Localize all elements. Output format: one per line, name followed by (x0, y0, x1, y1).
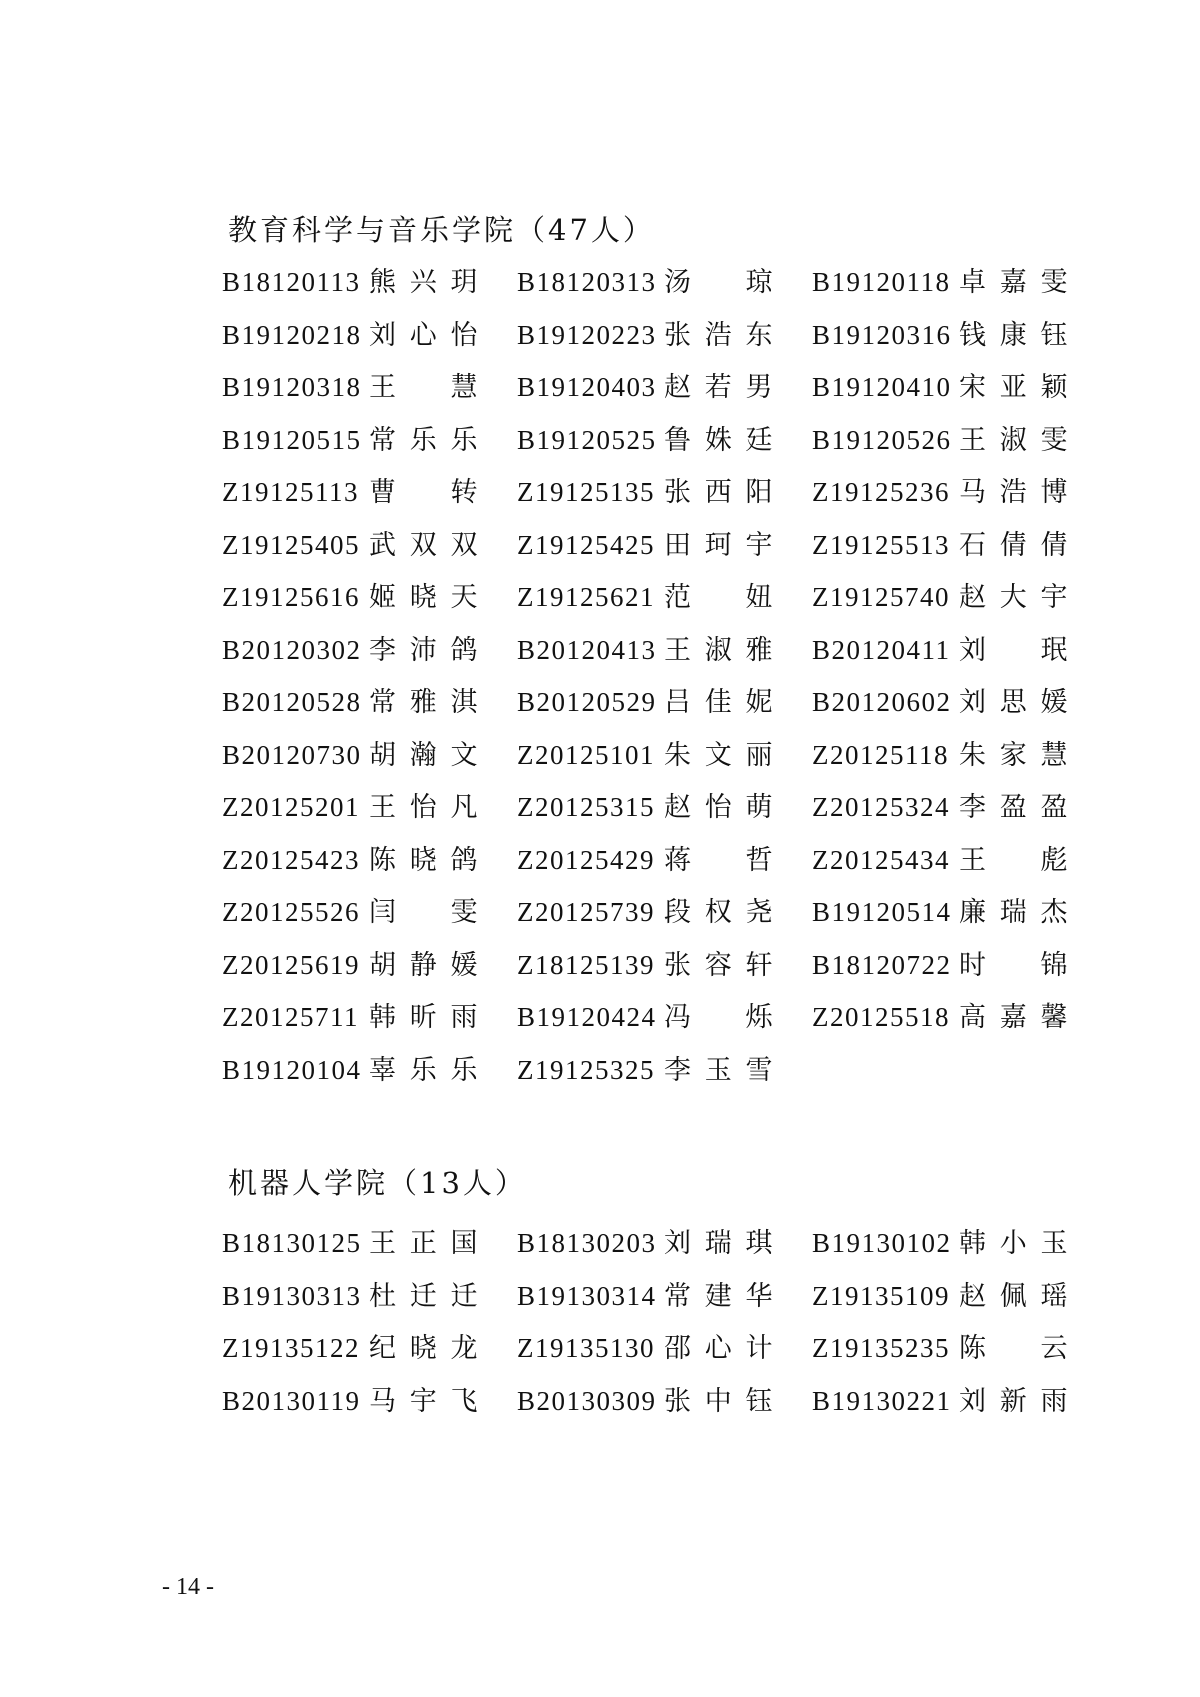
student-id: B19120403 (517, 372, 657, 402)
student-name: 张容轩 (664, 949, 774, 981)
student-id: Z20125739 (517, 897, 655, 927)
student-name: 吕佳妮 (664, 687, 774, 718)
student-name: 韩昕雨 (369, 1002, 479, 1033)
student-name: 高嘉馨 (959, 1002, 1069, 1033)
student-id: B19120118 (812, 267, 951, 297)
student-entry (812, 892, 1102, 933)
student-name: 朱家慧 (959, 739, 1069, 771)
student-entry (222, 840, 512, 881)
student-entry (517, 420, 807, 461)
student-entry (812, 315, 1102, 356)
student-entry (812, 262, 1102, 303)
student-id: Z19135130 (517, 1333, 655, 1363)
student-name: 时锦 (959, 949, 1069, 981)
student-name: 朱文丽 (664, 739, 774, 771)
student-entry (222, 735, 512, 776)
student-entry (517, 315, 807, 356)
student-id: Z18125139 (517, 949, 655, 980)
student-entry (517, 840, 807, 881)
student-id: B20120602 (812, 687, 952, 717)
student-id: Z19125236 (812, 477, 950, 507)
student-id: B19120515 (222, 424, 362, 455)
student-name: 王正国 (369, 1228, 479, 1259)
student-name: 王淑雅 (664, 634, 774, 666)
student-name: 闫雯 (369, 897, 479, 928)
student-name: 胡瀚文 (369, 739, 479, 771)
student-name: 马宇飞 (369, 1385, 479, 1417)
student-name: 马浩博 (959, 477, 1069, 508)
student-id: B19120318 (222, 372, 362, 402)
student-id: B18120313 (517, 267, 657, 297)
student-name: 王淑雯 (959, 424, 1069, 456)
student-entry (812, 367, 1102, 408)
student-entry (517, 1223, 807, 1264)
student-id: Z19125425 (517, 529, 655, 560)
student-id: B19120316 (812, 319, 952, 350)
student-entry (222, 682, 512, 723)
student-entry (517, 367, 807, 408)
student-entry (222, 1328, 512, 1369)
student-name: 赵若男 (664, 372, 774, 403)
student-name: 张中钰 (664, 1385, 774, 1417)
student-name: 宋亚颖 (959, 372, 1069, 403)
student-name: 张西阳 (664, 477, 774, 508)
student-name: 廉瑞杰 (959, 897, 1069, 928)
student-name: 段权尧 (664, 897, 774, 928)
student-id: B19120218 (222, 319, 362, 350)
student-id: B19130314 (517, 1280, 657, 1311)
student-name: 姬晓天 (369, 582, 479, 613)
student-entry (222, 1276, 512, 1317)
student-name: 汤琼 (664, 267, 774, 298)
student-id: B19120104 (222, 1054, 362, 1085)
student-entry (517, 1328, 807, 1369)
student-id: Z19135122 (222, 1333, 360, 1363)
student-entry (517, 682, 807, 723)
student-id: B20120528 (222, 687, 362, 717)
student-id: Z19125740 (812, 582, 950, 612)
student-entry (517, 892, 807, 933)
student-entry (812, 1223, 1102, 1264)
student-entry (517, 525, 807, 566)
student-entry (517, 945, 807, 986)
student-entry (222, 997, 512, 1038)
student-id: Z20125315 (517, 792, 655, 822)
student-id: B19120424 (517, 1002, 657, 1032)
student-id: B19130102 (812, 1228, 952, 1258)
student-name: 赵怡萌 (664, 792, 774, 823)
student-name: 陈晓鸽 (369, 844, 479, 876)
student-entry (222, 577, 512, 618)
student-entry (517, 1276, 807, 1317)
student-id: Z20125423 (222, 844, 360, 875)
student-id: B20120413 (517, 634, 657, 665)
student-entry (517, 630, 807, 671)
student-name: 常乐乐 (369, 424, 479, 456)
student-id: B20130119 (222, 1385, 361, 1416)
student-id: Z20125201 (222, 792, 360, 822)
student-entry (517, 262, 807, 303)
student-id: Z19125113 (222, 477, 359, 507)
student-entry (222, 892, 512, 933)
student-entry (812, 945, 1102, 986)
student-entry (812, 997, 1102, 1038)
student-id: Z19125616 (222, 582, 360, 612)
student-id: B20130309 (517, 1385, 657, 1416)
student-id: B19120223 (517, 319, 657, 350)
student-name: 常建华 (664, 1280, 774, 1312)
student-name: 王彪 (959, 844, 1069, 876)
student-entry (222, 525, 512, 566)
student-id: B19120526 (812, 424, 952, 455)
student-entry (222, 945, 512, 986)
student-name: 李盈盈 (959, 792, 1069, 823)
student-entry (222, 262, 512, 303)
student-entry (222, 630, 512, 671)
student-entry (812, 630, 1102, 671)
section-heading: 教育科学与音乐学院（47人） (228, 213, 655, 247)
student-name: 刘珉 (959, 634, 1069, 666)
student-name: 刘新雨 (959, 1385, 1069, 1417)
page-number: - 14 - (162, 1574, 214, 1600)
student-id: Z19125513 (812, 529, 950, 560)
student-entry (812, 472, 1102, 513)
student-name: 张浩东 (664, 319, 774, 351)
student-name: 李沛鸽 (369, 634, 479, 666)
student-name: 辜乐乐 (369, 1054, 479, 1086)
student-id: Z20125429 (517, 844, 655, 875)
student-entry (812, 420, 1102, 461)
student-name: 田珂宇 (664, 529, 774, 561)
student-id: Z20125711 (222, 1002, 359, 1032)
student-name: 邵心计 (664, 1333, 774, 1364)
student-name: 冯烁 (664, 1002, 774, 1033)
student-name: 武双双 (369, 529, 479, 561)
student-name: 胡静媛 (369, 949, 479, 981)
student-id: B20120529 (517, 687, 657, 717)
student-entry (812, 577, 1102, 618)
student-name: 李玉雪 (664, 1054, 774, 1086)
student-id: Z20125526 (222, 897, 360, 927)
student-id: B19120525 (517, 424, 657, 455)
student-entry (517, 1050, 807, 1091)
student-id: Z20125518 (812, 1002, 950, 1032)
student-id: Z19135235 (812, 1333, 950, 1363)
section-heading: 机器人学院（13人） (228, 1166, 527, 1200)
student-id: B20120730 (222, 739, 362, 770)
student-entry (812, 787, 1102, 828)
student-name: 赵佩瑶 (959, 1280, 1069, 1312)
student-id: B19120514 (812, 897, 952, 927)
student-entry (812, 1328, 1102, 1369)
student-name: 卓嘉雯 (959, 267, 1069, 298)
student-name: 钱康钰 (959, 319, 1069, 351)
student-id: B18120113 (222, 267, 361, 297)
student-entry (812, 525, 1102, 566)
student-name: 纪晓龙 (369, 1333, 479, 1364)
student-name: 蒋哲 (664, 844, 774, 876)
student-entry (812, 1276, 1102, 1317)
student-id: Z19125325 (517, 1054, 655, 1085)
student-entry (222, 472, 512, 513)
student-id: Z20125118 (812, 739, 949, 770)
student-name: 刘思媛 (959, 687, 1069, 718)
student-id: Z19125405 (222, 529, 360, 560)
student-entry (222, 1381, 512, 1422)
student-entry (812, 735, 1102, 776)
student-entry (812, 840, 1102, 881)
student-name: 陈云 (959, 1333, 1069, 1364)
student-name: 刘瑞琪 (664, 1228, 774, 1259)
student-name: 刘心怡 (369, 319, 479, 351)
student-name: 韩小玉 (959, 1228, 1069, 1259)
student-entry (517, 787, 807, 828)
student-entry (517, 577, 807, 618)
student-id: B19120410 (812, 372, 952, 402)
student-id: B18130125 (222, 1228, 362, 1258)
student-name: 杜迁迁 (369, 1280, 479, 1312)
student-entry (812, 1381, 1102, 1422)
student-entry (517, 1381, 807, 1422)
student-id: Z19125621 (517, 582, 655, 612)
student-name: 石倩倩 (959, 529, 1069, 561)
student-entry (222, 420, 512, 461)
student-name: 王慧 (369, 372, 479, 403)
student-id: B20120411 (812, 634, 951, 665)
student-id: Z19125135 (517, 477, 655, 507)
student-id: B18120722 (812, 949, 952, 980)
student-id: B19130313 (222, 1280, 362, 1311)
student-id: B19130221 (812, 1385, 952, 1416)
student-id: B18130203 (517, 1228, 657, 1258)
student-id: Z20125619 (222, 949, 360, 980)
student-name: 赵大宇 (959, 582, 1069, 613)
student-name: 熊兴玥 (369, 267, 479, 298)
student-id: Z19135109 (812, 1280, 950, 1311)
student-id: Z20125324 (812, 792, 950, 822)
student-entry (222, 787, 512, 828)
student-entry (517, 735, 807, 776)
student-entry (812, 682, 1102, 723)
student-name: 王怡凡 (369, 792, 479, 823)
student-name: 鲁姝廷 (664, 424, 774, 456)
student-entry (222, 1050, 512, 1091)
student-entry (517, 997, 807, 1038)
student-id: B20120302 (222, 634, 362, 665)
student-id: Z20125434 (812, 844, 950, 875)
student-name: 常雅淇 (369, 687, 479, 718)
student-entry (222, 315, 512, 356)
student-name: 曹转 (369, 477, 479, 508)
student-entry (222, 1223, 512, 1264)
student-entry (222, 367, 512, 408)
student-entry (517, 472, 807, 513)
student-name: 范妞 (664, 582, 774, 613)
student-id: Z20125101 (517, 739, 655, 770)
